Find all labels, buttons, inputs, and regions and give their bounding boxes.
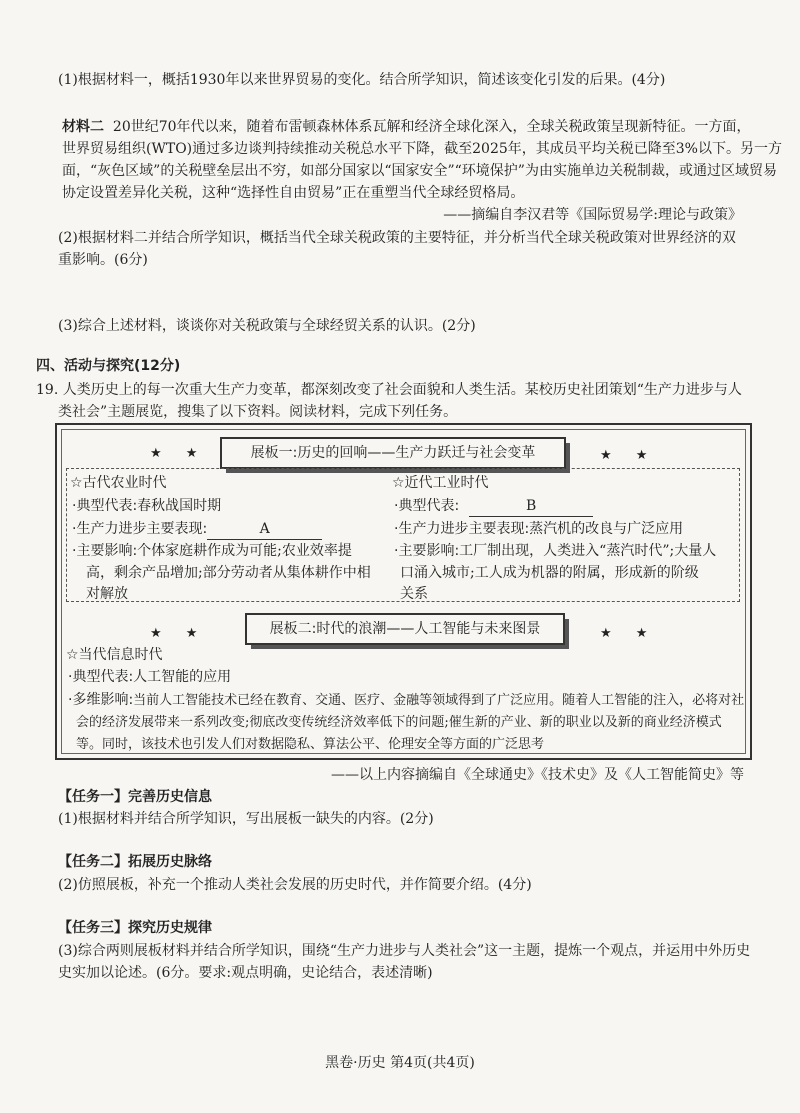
task3-question-line1: (3)综合两则展板材料并结合所学知识，围绕“生产力进步与人类社会”这一主题，提炼一个观点，并运用中外历史 — [58, 943, 751, 959]
task3-question-line2: 史实加以论述。(6分。要求:观点明确，史论结合，表述清晰) — [58, 965, 433, 981]
q18-sub3: (3)综合上述材料，谈谈你对关税政策与全球经贸关系的认识。(2分) — [58, 318, 476, 334]
task2-question: (2)仿照展板，补充一个推动人类社会发展的历史时代，并作简要介绍。(4分) — [58, 877, 532, 893]
q18-sub2-line2: 重影响。(6分) — [58, 252, 148, 268]
board2-impact-3: 等。同时，该技术也引发人们对数据隐私、算法公平、伦理安全等方面的广泛思考 — [76, 737, 545, 752]
task1-title: 【任务一】完善历史信息 — [58, 789, 212, 805]
task1-question: (1)根据材料并结合所学知识，写出展板一缺失的内容。(2分) — [58, 811, 434, 827]
material2-line-2: 世界贸易组织(WTO)通过多边谈判持续推动关税总水平下降，截至2025年，其成员平均关税已降至3%以下。另一方 — [62, 141, 782, 157]
q19-intro-line1: 19. 人类历史上的每一次重大生产力变革，都深刻改变了社会面貌和人类生活。某校历史社团策划“生产力进步与人 — [36, 382, 742, 398]
board1-left-impact-1: ·主要影响:个体家庭耕作成为可能;农业效率提 — [72, 543, 352, 559]
board1-left-era: ☆古代农业时代 — [70, 475, 167, 491]
board-source: ——以上内容摘编自《全球通史》《技术史》及《人工智能简史》等 — [331, 767, 744, 783]
board2-stars-left: ★ ★ — [150, 626, 208, 641]
material2-label: 材料二 — [62, 119, 104, 135]
board1-right-prog: ·生产力进步主要表现:蒸汽机的改良与广泛应用 — [394, 521, 684, 537]
page-footer: 黑卷·历史 第4页(共4页) — [325, 1055, 475, 1071]
board1-banner — [220, 437, 566, 469]
board2-impact-1: ·多维影响:当前人工智能技术已经在教育、交通、医疗、金融等领域得到了广泛应用。随着人工智能的注入，必将对社 — [68, 692, 745, 708]
material2-line-4: 协定设置差异化关税，这种“选择性自由贸易”正在重塑当代全球经贸格局。 — [62, 185, 525, 201]
board1-stars-right: ★ ★ — [600, 448, 658, 463]
board1-right-impact-1: ·主要影响:工厂制出现，人类进入“蒸汽时代”;大量人 — [394, 543, 717, 559]
board1-right-impact-2: 口涌入城市;工人成为机器的附属，形成新的阶级 — [400, 565, 699, 581]
task2-title: 【任务二】拓展历史脉络 — [58, 854, 212, 870]
board2-title: 展板二:时代的浪潮——人工智能与未来图景 — [269, 621, 541, 637]
board1-right-rep: ·典型代表: B — [394, 496, 593, 517]
board1-stars-left: ★ ★ — [150, 446, 208, 461]
material2-line-3: 面，“灰色区域”的关税壁垒层出不穷，如部分国家以“国家安全”“环境保护”为由实施单边关税制裁，或通过区域贸易 — [62, 163, 777, 179]
board1-title: 展板一:历史的回响——生产力跃迁与社会变革 — [250, 445, 536, 461]
board1-left-prog: ·生产力进步主要表现: A — [72, 519, 322, 540]
board1-right-impact-3: 关系 — [400, 586, 428, 602]
q19-intro-line2: 类社会”主题展览，搜集了以下资料。阅读材料，完成下列任务。 — [58, 404, 458, 420]
board1-left-impact-2: 高，剩余产品增加;部分劳动者从集体耕作中相 — [86, 565, 371, 581]
board2-impact-2: 会的经济发展带来一系列改变;彻底改变传统经济效率低下的问题;催生新的产业、新的职业以及新的商业经济模式 — [76, 715, 722, 730]
blank-b: B — [469, 496, 593, 517]
material2-source: ——摘编自李汉君等《国际贸易学:理论与政策》 — [443, 207, 742, 223]
q18-sub2-line1: (2)根据材料二并结合所学知识，概括当代全球关税政策的主要特征，并分析当代全球关税政策对世界经济的双 — [58, 230, 736, 246]
section4-title: 四、活动与探究(12分) — [36, 358, 181, 374]
board2-era: ☆当代信息时代 — [66, 647, 163, 663]
blank-a: A — [207, 519, 322, 540]
board1-left-impact-3: 对解放 — [86, 586, 128, 602]
board2-stars-right: ★ ★ — [600, 626, 658, 641]
board2-rep: ·典型代表:人工智能的应用 — [68, 669, 232, 685]
board1-right-era: ☆近代工业时代 — [392, 475, 489, 491]
board2-banner — [245, 613, 565, 645]
board1-left-rep: ·典型代表:春秋战国时期 — [72, 498, 222, 514]
q18-sub1: (1)根据材料一，概括1930年以来世界贸易的变化。结合所学知识，简述该变化引发的后果。(4分) — [58, 72, 666, 88]
task3-title: 【任务三】探究历史规律 — [58, 920, 212, 936]
material2-line-1: 材料二 20世纪70年代以来，随着布雷顿森林体系瓦解和经济全球化深入，全球关税政策呈现新特征。一方面， — [62, 119, 751, 135]
